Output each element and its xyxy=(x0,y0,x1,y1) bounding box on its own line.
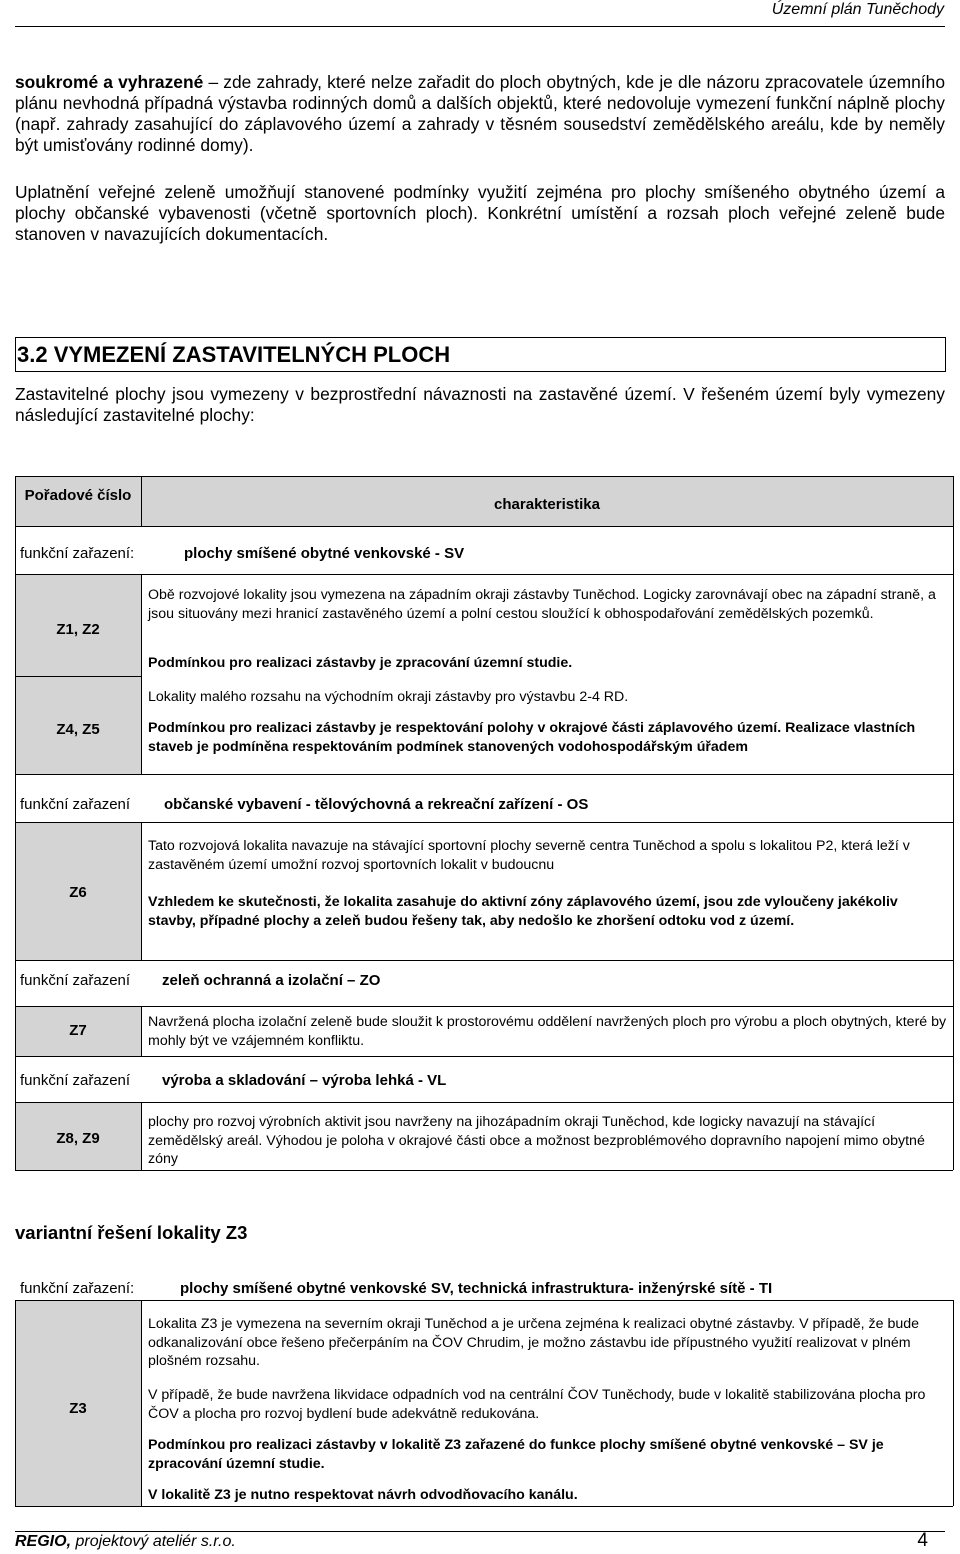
row-z7-text: Navržená plocha izolační zeleně bude sloužit k prostorovému oddělení navržených ploch pro výrobu a ploch obytných, které by mohly být ve vzájemném konfliktu. xyxy=(148,1014,947,1049)
variant-id-z3: Z3 xyxy=(69,1400,87,1417)
row-z4-z5-condition: Podmínkou pro realizaci zástavby je respektování polohy v okrajové části záplavového území. Realizace vlastních staveb je podmíněna respektováním podmínek stanovených vodohospodářským úřadem xyxy=(148,720,916,755)
table-line xyxy=(141,574,142,774)
row-z4-z5-text: Lokality malého rozsahu na východním okraji zástavby pro výstavbu 2-4 RD. xyxy=(148,689,629,705)
table-head-id: Pořadové číslo xyxy=(24,487,132,504)
fz-vl-label: funkční zařazení xyxy=(20,1072,131,1089)
table-line xyxy=(15,526,953,527)
table-line xyxy=(15,1170,953,1171)
fz-zo-label: funkční zařazení xyxy=(20,972,131,989)
table-line xyxy=(953,476,954,1170)
row-id-z1-z2: Z1, Z2 xyxy=(56,621,100,638)
table-line xyxy=(15,774,953,775)
fz-os-value: občanské vybavení - tělovýchovná a rekreační zařízení - OS xyxy=(164,796,589,813)
section-intro: Zastavitelné plochy jsou vymezeny v bezprostřední návaznosti na zastavěné území. V řešeném území byly vymezeny následující zastavitelné plochy: xyxy=(15,384,945,425)
fz-sv-value: plochy smíšené obytné venkovské - SV xyxy=(184,545,465,562)
row-z6-condition: Vzhledem ke skutečnosti, že lokalita zasahuje do aktivní zóny záplavového území, jsou zde vyloučeny jakékoliv stavby, případné plochy a zeleň budou řešeny tak, aby nedošlo ke zhoršení odtoku vod z území. xyxy=(148,894,898,929)
table-line xyxy=(141,1006,142,1056)
row-id-z8-z9: Z8, Z9 xyxy=(56,1130,100,1147)
col-id-bg-sv xyxy=(15,574,141,774)
table-line xyxy=(15,1006,953,1007)
table-line xyxy=(15,1102,953,1103)
table-line xyxy=(15,476,953,477)
section-title: 3.2 VYMEZENÍ ZASTAVITELNÝCH PLOCH xyxy=(17,342,451,367)
table-line xyxy=(15,1056,953,1057)
fz-zo-value: zeleň ochranná a izolační – ZO xyxy=(162,972,381,989)
row-id-z7: Z7 xyxy=(69,1022,87,1039)
row-z1-z2-condition: Podmínkou pro realizaci zástavby je zpracování územní studie. xyxy=(148,655,573,671)
section-heading xyxy=(15,337,946,372)
paragraph-private-gardens-text: – zde zahrady, které nelze zařadit do ploch obytných, kde je dle názoru zpracovatele územního plánu nevhodná případná výstavba rodinných domů a dalších objektů, které nedovoluje vymezení funkční náplně plochy (např. zahrady zasahující do záplavového území a zahrady v těsném sousedství zemědělského areálu, kde by neměly být umisťovány rodinné domy). xyxy=(15,72,945,155)
page-number: 4 xyxy=(917,1530,928,1551)
variant-fz-value: plochy smíšené obytné venkovské SV, technická infrastruktura- inženýrské sítě - TI xyxy=(180,1280,773,1297)
variant-title: variantní řešení lokality Z3 xyxy=(15,1222,248,1243)
table-line xyxy=(141,1102,142,1170)
row-z6-text: Tato rozvojová lokalita navazuje na stávající sportovní plochy severně centra Tuněchod a spolu s lokalitou P2, která leží v zastavěném území umožní rozvoj sportovních lokalit v budoucnu xyxy=(148,838,910,873)
footer-company-name: REGIO, xyxy=(15,1533,72,1550)
paragraph-public-greenery: Uplatnění veřejné zeleně umožňují stanovené podmínky využití zejména pro plochy smíšeného obytného území a plochy občanské vybavenosti (včetně sportovních ploch). Konkrétní umístění a rozsah ploch veřejné zeleně bude stanoven v navazujících dokumentacích. xyxy=(15,182,945,244)
row-id-z6: Z6 xyxy=(69,884,87,901)
table-line xyxy=(15,574,953,575)
paragraph-private-gardens xyxy=(15,72,945,156)
variant-text-2: V případě, že bude navržena likvidace odpadních vod na centrální ČOV Tuněchody, bude v lokalitě stabilizována plocha pro ČOV a plocha pro rozvoj bydlení bude adekvátně redukována. xyxy=(148,1387,926,1422)
footer-company-suffix: projektový ateliér s.r.o. xyxy=(71,1533,236,1550)
table-line xyxy=(141,1300,142,1506)
table-line xyxy=(15,822,953,823)
footer-company xyxy=(15,1533,236,1551)
table-line xyxy=(15,1506,953,1507)
variant-drainage-note: V lokalitě Z3 je nutno respektovat návrh odvodňovacího kanálu. xyxy=(148,1487,578,1503)
table-line xyxy=(953,1300,954,1506)
term-private-reserved: soukromé a vyhrazené xyxy=(15,72,204,92)
header-divider xyxy=(15,26,945,27)
fz-vl-value: výroba a skladování – výroba lehká - VL xyxy=(162,1072,447,1089)
fz-os-label: funkční zařazení xyxy=(20,796,131,813)
table-head-characteristics: charakteristika xyxy=(494,496,600,513)
variant-text-1: Lokalita Z3 je vymezena na severním okraji Tuněchod a je určena zejména k realizaci obytné zástavby. V případě, že bude odkanalizování obce řešeno přečerpáním na ČOV Chrudim, je možno zástavbu ide přípustného využití realizovat v plném plošném rozsahu. xyxy=(148,1316,920,1369)
row-z1-z2-text: Obě rozvojové lokality jsou vymezena na západním okraji zástavby Tuněchod. Logicky zarovnávají obec na západní straně, a jsou situovány mezi hranicí zastavěného území a polní cestou sloužící k obhospodařování zemědělských pozemků. xyxy=(148,587,936,622)
table-line xyxy=(15,676,141,677)
fz-sv-label: funkční zařazení: xyxy=(20,545,135,562)
row-z8-z9-text: plochy pro rozvoj výrobních aktivit jsou navrženy na jihozápadním okraji Tuněchod, kde logicky navazují na stávající zemědělský areál. Výhodou je poloha v okrajové části obce a možnost bezproblémového dopravního napojení mimo obytné zóny xyxy=(148,1114,925,1167)
footer-divider xyxy=(15,1531,945,1532)
table-line xyxy=(15,1300,953,1301)
row-id-z4-z5: Z4, Z5 xyxy=(56,721,100,738)
variant-condition: Podmínkou pro realizaci zástavby v lokalitě Z3 zařazené do funkce plochy smíšené obytné venkovské – SV je zpracování územní studie. xyxy=(148,1437,884,1472)
table-line xyxy=(15,960,953,961)
table-line xyxy=(15,476,16,1170)
document-header-title: Územní plán Tuněchody xyxy=(771,1,944,18)
table-line xyxy=(141,822,142,960)
variant-fz-label: funkční zařazení: xyxy=(20,1280,135,1297)
